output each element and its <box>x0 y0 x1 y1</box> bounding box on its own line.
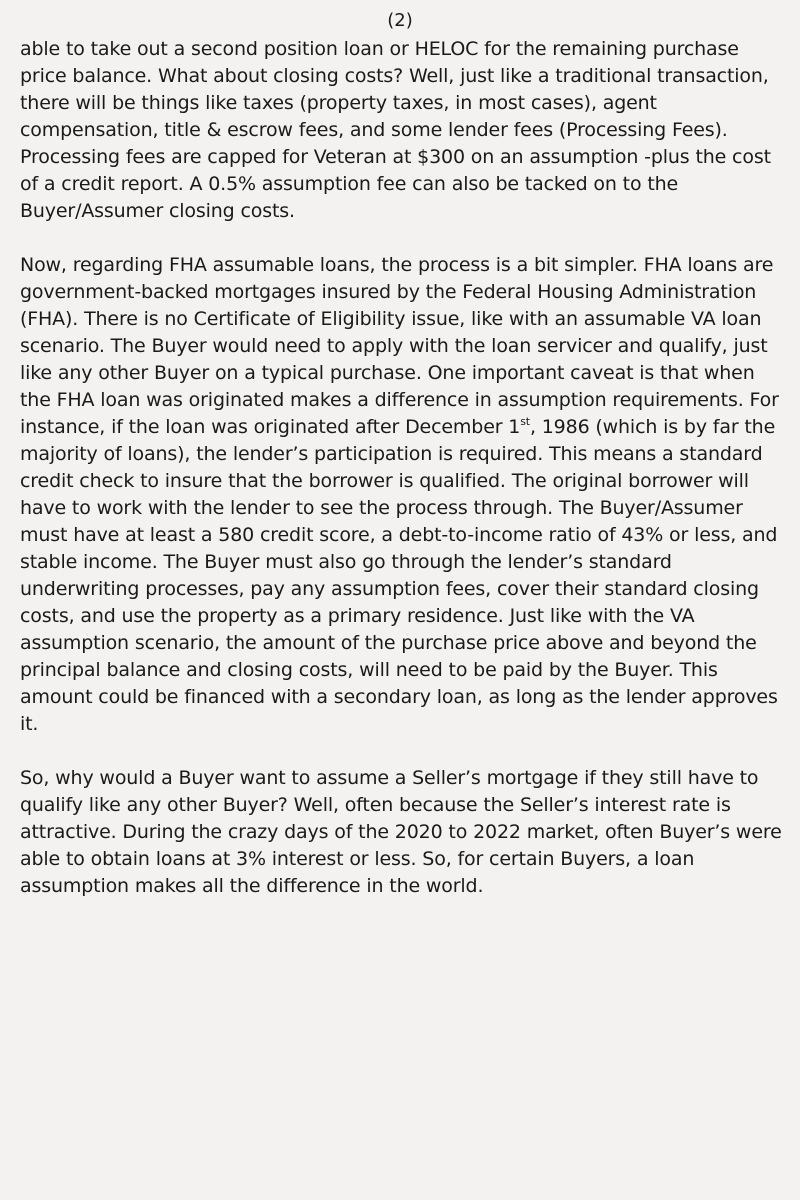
paragraph-fha-text-part-1: Now, regarding FHA assumable loans, the process is a bit simpler. FHA loans are government-backed mortgages insured by the Federal Housing Administration (FHA). There is no Certificate of Eligibility issue, like with an assumable VA loan scenario. The Buyer would need to apply with the loan servicer and qualify, just like any other Buyer on a typical purchase. One important caveat is that when the FHA loan was originated makes a difference in assumption requirements. For instance, if the loan was originated after December 1 <box>20 254 779 438</box>
paragraph-why-assume: So, why would a Buyer want to assume a Seller’s mortgage if they still have to qualify like any other Buyer? Well, often because the Seller’s interest rate is attractive. During the crazy days of the 2020 to 2022 market, often Buyer’s were able to obtain loans at 3% interest or less. So, for certain Buyers, a loan assumption makes all the difference in the world. <box>20 767 782 897</box>
page-number: (2) <box>387 10 413 31</box>
ordinal-superscript: st <box>520 415 530 428</box>
document-body <box>20 36 788 927</box>
paragraph-fha-assumable-loans <box>20 252 788 738</box>
paragraph-closing-costs: able to take out a second position loan or HELOC for the remaining purchase price balance. What about closing costs? Well, just like a traditional transaction, there will be things like taxes (property taxes, in most cases), agent compensation, title & escrow fees, and some lender fees (Processing Fees). Processing fees are capped for Veteran at $300 on an assumption -plus the cost of a credit report. A 0.5% assumption fee can also be tacked on to the Buyer/Assumer closing costs. <box>20 38 771 222</box>
paragraph-fha-text-part-2: , 1986 (which is by far the majority of loans), the lender’s participation is required. This means a standard credit check to insure that the borrower is qualified. The original borrower will have to work with the lender to see the process through. The Buyer/Assumer must have at least a 580 credit score, a debt-to-income ratio of 43% or less, and stable income. The Buyer must also go through the lender’s standard underwriting processes, pay any assumption fees, cover their standard closing costs, and use the property as a primary residence. Just like with the VA assumption scenario, the amount of the purchase price above and beyond the principal balance and closing costs, will need to be paid by the Buyer. This amount could be financed with a secondary loan, as long as the lender approves it. <box>20 416 778 735</box>
